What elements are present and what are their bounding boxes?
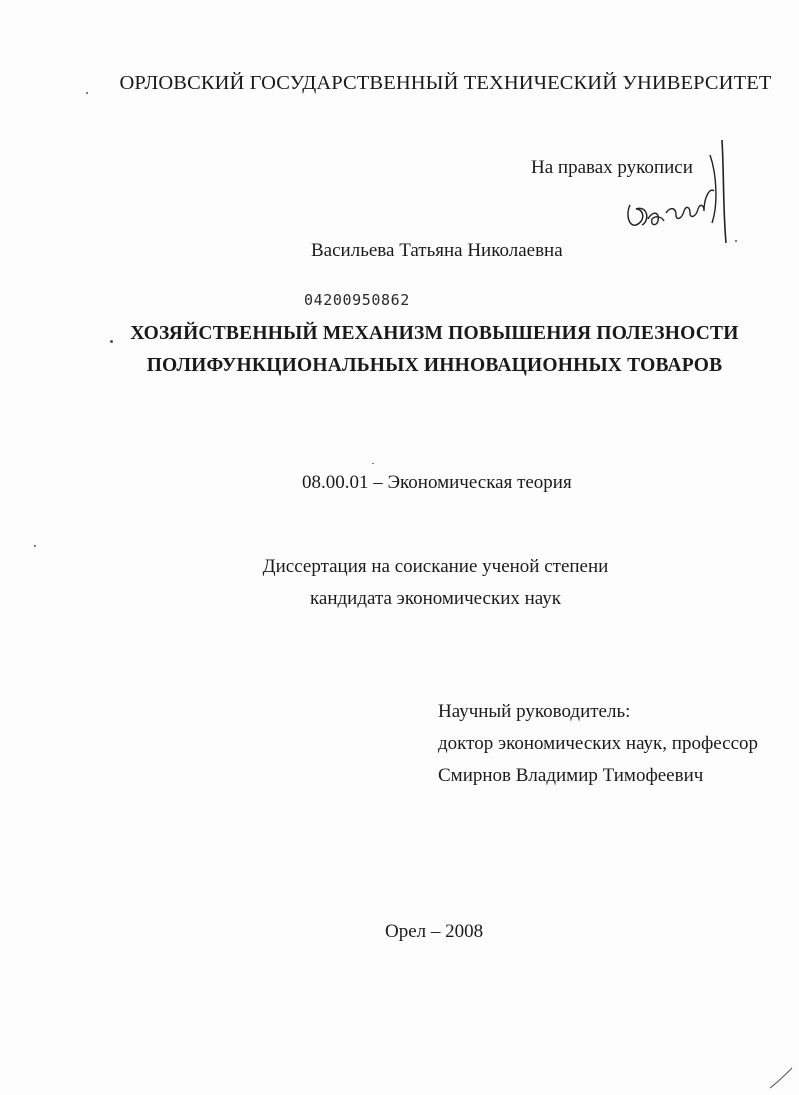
supervisor-label: Научный руководитель:	[438, 701, 631, 722]
dissertation-title-line-1: ХОЗЯЙСТВЕННЫЙ МЕХАНИЗМ ПОВЫШЕНИЯ ПОЛЕЗНОСТИ	[130, 323, 739, 344]
manuscript-note: На правах рукописи	[531, 157, 693, 178]
scan-speck	[34, 545, 36, 547]
degree-line-2: кандидата экономических наук	[309, 588, 562, 609]
registration-code: 04200950862	[304, 291, 410, 309]
scan-speck	[110, 340, 113, 343]
dissertation-title-line-2: ПОЛИФУНКЦИОНАЛЬНЫХ ИННОВАЦИОННЫХ ТОВАРОВ	[146, 355, 723, 376]
specialty: 08.00.01 – Экономическая теория	[302, 472, 572, 493]
author-name: Васильева Татьяна Николаевна	[311, 240, 563, 261]
handwritten-signature	[620, 135, 740, 245]
scan-mark	[766, 1062, 796, 1092]
scan-speck	[735, 240, 737, 242]
supervisor-title: доктор экономических наук, профессор	[438, 733, 759, 754]
supervisor-name: Смирнов Владимир Тимофеевич	[438, 765, 704, 786]
scan-speck	[86, 92, 88, 94]
university-name: ОРЛОВСКИЙ ГОСУДАРСТВЕННЫЙ ТЕХНИЧЕСКИЙ УНИВЕРСИТЕТ	[119, 72, 772, 94]
degree-line-1: Диссертация на соискание ученой степени	[262, 556, 609, 577]
scan-speck	[372, 463, 374, 464]
city-year: Орел – 2008	[385, 921, 484, 942]
